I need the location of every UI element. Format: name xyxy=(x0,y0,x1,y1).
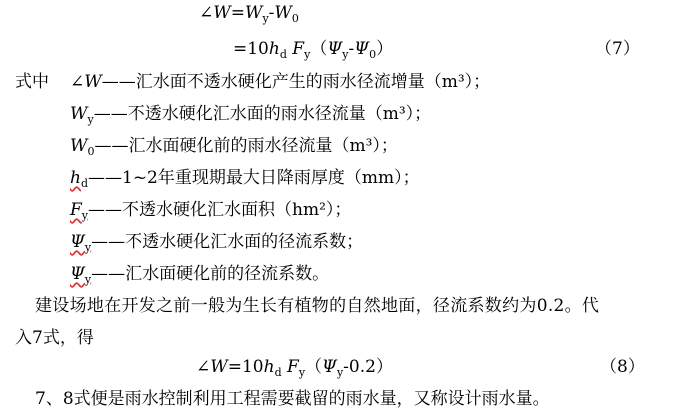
equation-8: $\angle W=10h_d$ $F_y(\Psi_y-0.2)$ xyxy=(196,357,393,379)
equation-8-number: （8） xyxy=(600,357,645,377)
paragraph-1-line-2: 入7式，得 xyxy=(15,328,94,348)
paragraph-2: 7、8式便是雨水控制利用工程需要截留的雨水量，又称设计雨水量。 xyxy=(35,389,550,409)
equation-7-line-2: $=10h_d$ $F_y(\Psi_y-\Psi_0)$ xyxy=(233,39,394,61)
definition-delta-w: ∠W——汇水面不透水硬化产生的雨水径流增量（m³）； xyxy=(70,72,491,92)
paragraph-1-line-1: 建设场地在开发之前一般为生长有植物的自然地面，径流系数约为0.2。代 xyxy=(35,296,600,316)
equation-7-line-1: $\angle W=W_y-W_0$ xyxy=(199,3,299,25)
where-label: 式中 xyxy=(15,72,49,92)
definition-w0: $W_0——$汇水面硬化前的雨水径流量（m³）； xyxy=(70,136,398,158)
definition-hd: $h_d——1\sim 2$年重现期最大日降雨厚度（mm）； xyxy=(70,168,420,190)
definition-psi-y: $\Psi_y——$不透水硬化汇水面的径流系数； xyxy=(70,232,364,254)
definition-psi-0: $\Psi_y——$汇水面硬化前的径流系数。 xyxy=(70,264,330,286)
definition-wy: $W_y——$不透水硬化汇水面的雨水径流量（m³）； xyxy=(70,104,432,126)
equation-7-number: （7） xyxy=(595,39,640,59)
definition-fy: $F_y——$不透水硬化汇水面积（hm²）； xyxy=(70,200,352,222)
